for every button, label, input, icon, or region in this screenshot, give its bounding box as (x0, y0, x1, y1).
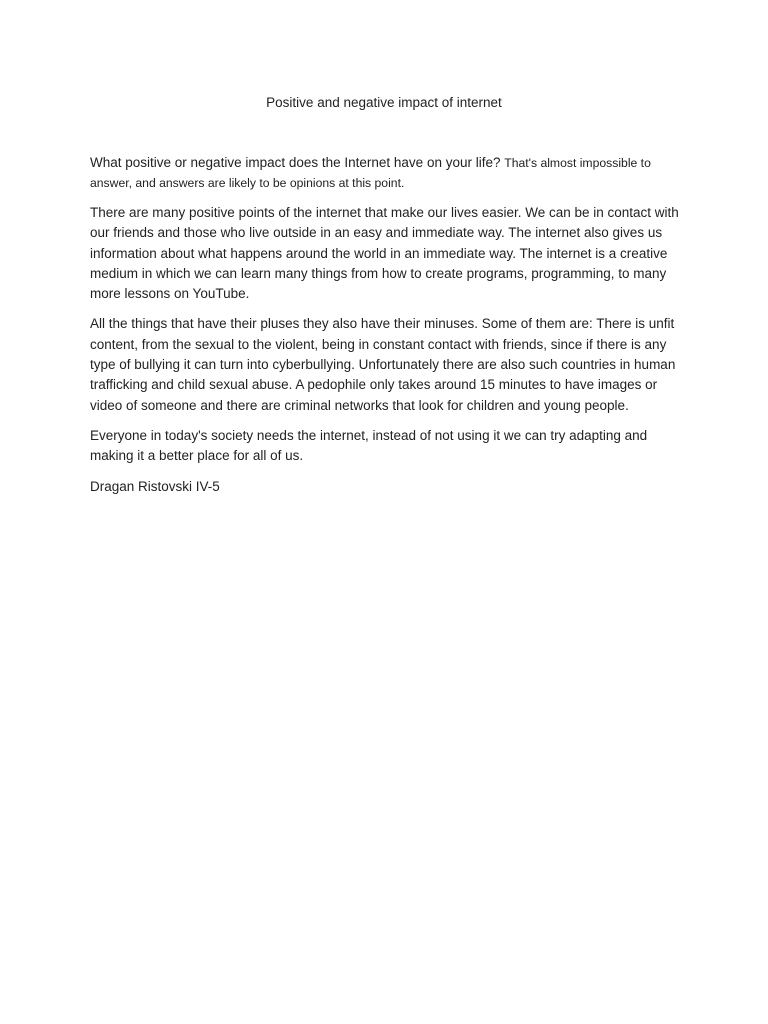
conclusion-paragraph: Everyone in today's society needs the internet, instead of not using it we can try adapting and making it a better place for all of us. (90, 427, 648, 464)
intro-lead-text: What positive or negative impact does the Internet have on your life? (90, 155, 505, 170)
positive-points-paragraph: There are many positive points of the internet that make our lives easier. We can be in contact with our friends and those who live outside in an easy and immediate way. The internet also gives us information about what happens around the world in an immediate way. The internet is a creative medium in which we can learn many things from how to create programs, programming, to many more lessons on YouTube. (90, 205, 679, 302)
intro-tail-text: That's almost impossible to answer, and answers are likely to be opinions at this point. (90, 156, 651, 190)
negative-points-paragraph: All the things that have their pluses they also have their minuses. Some of them are: There is unfit content, from the sexual to the violent, being in constant contact with friends, since if there is any type of bullying it can turn into cyberbullying. Unfortunately there are also such countries in human trafficking and child sexual abuse. A pedophile only takes around 15 minutes to have images or video of someone and there are criminal networks that look for children and young people. (90, 316, 676, 413)
document-body (90, 153, 680, 497)
author-signature: Dragan Ristovski IV-5 (90, 478, 220, 494)
intro-paragraph (90, 153, 680, 193)
document-title: Positive and negative impact of internet (266, 95, 502, 110)
